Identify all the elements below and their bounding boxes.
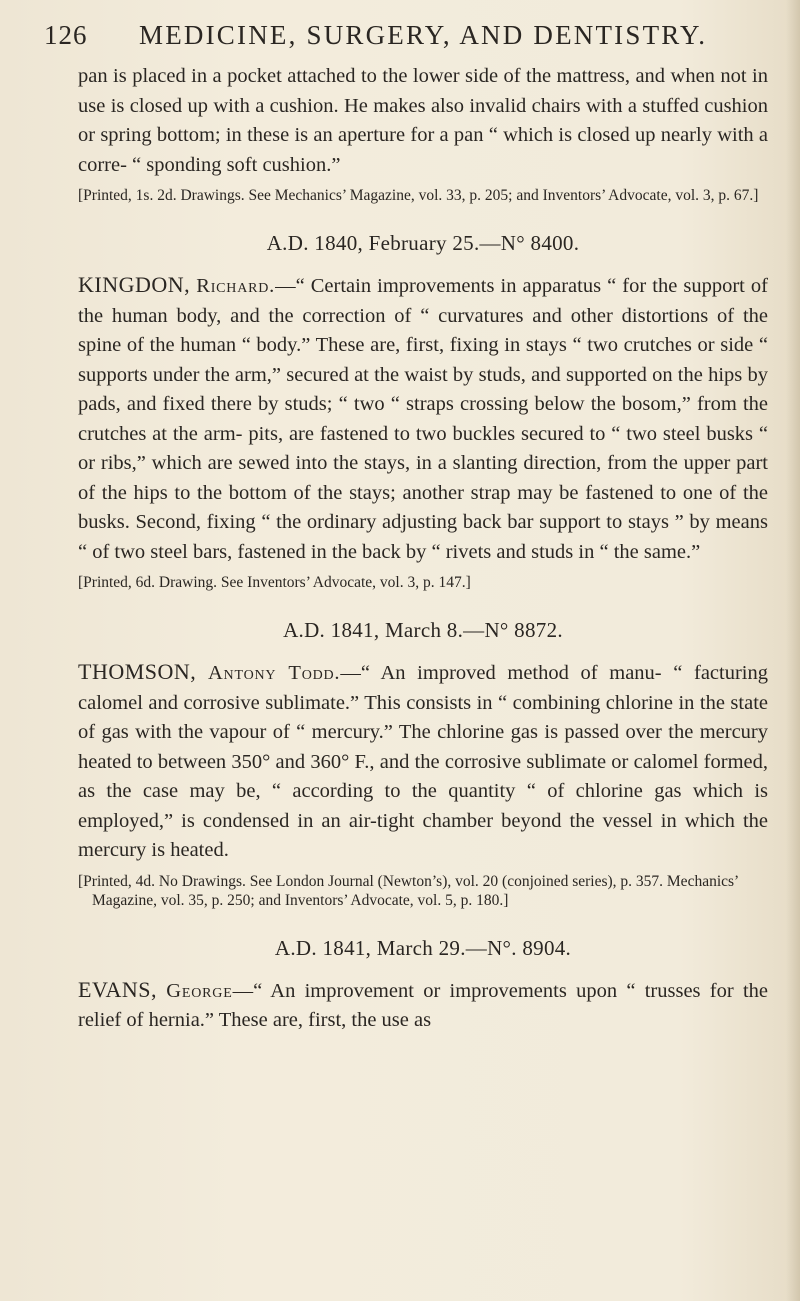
entry-forename: Antony Todd. <box>207 662 341 684</box>
page-content <box>78 62 768 1036</box>
entry-thomson <box>78 618 768 910</box>
running-head-title: MEDICINE, SURGERY, AND DENTISTRY. <box>139 20 708 50</box>
page-edge-shadow <box>786 0 800 1301</box>
continuation-paragraph: pan is placed in a pocket attached to the lower side of the mattress, and when not in use is closed up with a cushion. He makes also invalid chairs with a stuffed cushion or spring bottom; in these is an aperture for a pan “ which is closed up nearly with a corre- “ sponding soft cushion.” <box>78 65 768 176</box>
entry-surname: THOMSON, <box>78 659 197 684</box>
entry-heading: A.D. 1840, February 25.—N° 8400. <box>266 231 580 255</box>
entry-body: —“ Certain improvements in apparatus “ for the support of the human body, and the correction of “ curvatures and other distortions of the spine of the human “ body.” These are, first, fixing in stays “ two crutches or side “ supports under the arm,” secured at the waist by studs, and supported on the hips by pads, and fixed there by studs; “ two “ straps crossing below the bosom,” from the crutches at the arm- pits, are fastened to two buckles secured to “ two steel busks “ or ribs,” which are sewed into the stays, in a slanting direction, from the upper part of the hips to the bottom of the stays; another strap may be fastened to one of the busks. Second, fixing “ the ordinary adjusting back bar support to stays ” by means “ of two steel bars, fastened in the back by “ rivets and studs in “ the same.” <box>78 275 768 563</box>
entry-forename: George <box>166 979 233 1002</box>
entry-surname: EVANS, <box>78 976 158 1002</box>
entry-body: —“ An improvement or improvements upon “ trusses for the relief of hernia.” These are, first, the use as <box>78 979 768 1031</box>
entry-heading: A.D. 1841, March 8.—N° 8872. <box>283 618 563 642</box>
entry-body: —“ An improved method of manu- “ facturing calomel and corrosive sublimate.” This consists in “ combining chlorine in the state of gas with the vapour of “ mercury.” The chlorine gas is passed over the mercury heated to between 350° and 360° F., and the corrosive sublimate or calomel formed, as the case may be, “ according to the quantity “ of chlorine gas which is employed,” is condensed in an air-tight chamber beyond the vessel in which the mercury is heated. <box>78 662 768 861</box>
entry-note: [Printed, 4d. No Drawings. See London Journal (Newton’s), vol. 20 (conjoined series), p. 357. Mechanics’ Magazine, vol. 35, p. 250; and Inventors’ Advocate, vol. 5, p. 180.] <box>78 872 739 909</box>
entry-surname: KINGDON, <box>78 272 191 297</box>
entry-forename: Richard. <box>196 275 276 297</box>
entry-evans <box>78 936 768 1036</box>
entry-heading: A.D. 1841, March 29.—N°. 8904. <box>274 935 572 960</box>
entry-text <box>78 270 768 567</box>
entry-kingdon <box>78 231 768 592</box>
continuation-note: [Printed, 1s. 2d. Drawings. See Mechanics’ Magazine, vol. 33, p. 205; and Inventors’ Advocate, vol. 3, p. 67.] <box>78 187 759 204</box>
entry-text <box>78 657 768 866</box>
running-head <box>44 20 764 54</box>
entry-note: [Printed, 6d. Drawing. See Inventors’ Advocate, vol. 3, p. 147.] <box>78 574 471 591</box>
page-number: 126 <box>44 20 88 50</box>
entry-text <box>78 975 768 1036</box>
